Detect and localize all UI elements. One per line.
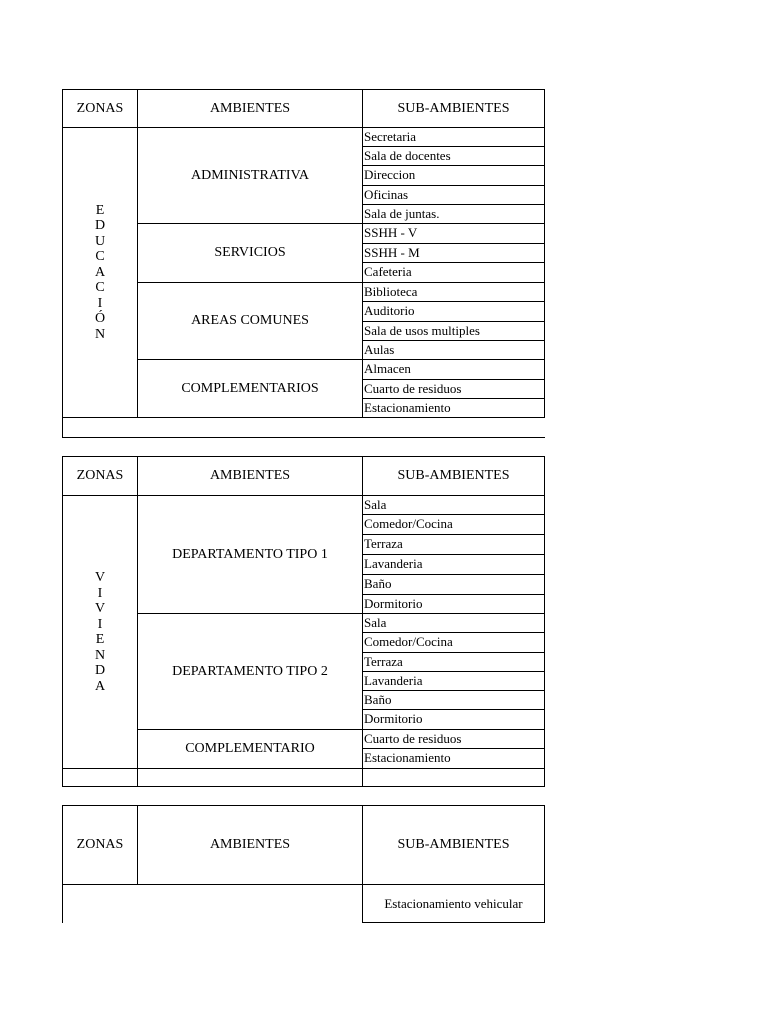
row-divider <box>62 417 545 418</box>
list-item: Baño <box>362 574 545 595</box>
zone-letter: C <box>95 249 105 265</box>
list-item: Sala <box>362 495 545 515</box>
zone-letter: E <box>95 202 105 218</box>
ambiente-group-label: AREAS COMUNES <box>191 313 309 328</box>
row-divider <box>62 884 63 923</box>
list-item: Aulas <box>362 340 545 360</box>
list-item-label: Estacionamiento vehicular <box>384 895 523 911</box>
zone-letter: U <box>94 233 106 249</box>
zone-vertical-label <box>62 127 138 418</box>
header-ambientes-label: AMBIENTES <box>209 837 291 852</box>
list-item: Secretaria <box>362 127 545 147</box>
empty-cell <box>362 768 545 787</box>
list-item: Comedor/Cocina <box>362 514 545 535</box>
header-zonas-label: ZONAS <box>76 468 124 483</box>
header-ambientes-label: AMBIENTES <box>209 100 291 116</box>
zone-letter: C <box>95 280 105 296</box>
zone-letter: N <box>94 647 106 663</box>
list-item: Oficinas <box>362 185 545 205</box>
zone-letter: D <box>94 218 106 234</box>
list-item: Almacen <box>362 359 545 380</box>
list-item: Dormitorio <box>362 594 545 614</box>
zone-letter: V <box>94 601 106 616</box>
empty-cell <box>137 768 363 787</box>
list-item: Cuarto de residuos <box>362 729 545 749</box>
zone-letter: V <box>94 570 106 585</box>
row-divider <box>62 437 545 438</box>
list-item: Estacionamiento <box>362 398 545 418</box>
ambiente-group-label: SERVICIOS <box>214 245 286 260</box>
zone-letter: Ó <box>94 311 106 327</box>
list-item: Cafeteria <box>362 262 545 283</box>
zone-letter: A <box>94 678 106 694</box>
list-item: Direccion <box>362 165 545 186</box>
ambiente-group-label: DEPARTAMENTO TIPO 2 <box>172 663 328 679</box>
empty-cell <box>62 768 138 787</box>
header-sub-label: SUB-AMBIENTES <box>397 837 510 852</box>
zone-letter: N <box>94 326 106 342</box>
zone-letter: E <box>95 632 105 647</box>
zone-vertical-label <box>62 495 138 769</box>
list-item: Terraza <box>362 652 545 672</box>
list-item: Lavanderia <box>362 554 545 575</box>
list-item: Biblioteca <box>362 282 545 302</box>
list-item: Auditorio <box>362 301 545 322</box>
ambiente-group-label: COMPLEMENTARIO <box>185 741 315 756</box>
ambiente-group-label: DEPARTAMENTO TIPO 1 <box>172 546 328 562</box>
list-item: Dormitorio <box>362 709 545 730</box>
list-item: Estacionamiento <box>362 748 545 769</box>
header-zonas-label: ZONAS <box>76 837 124 852</box>
list-item: Terraza <box>362 534 545 555</box>
list-item: SSHH - M <box>362 243 545 263</box>
header-sub-label: SUB-AMBIENTES <box>397 100 510 116</box>
zone-letter: I <box>97 616 103 632</box>
zone-letter: I <box>97 295 103 311</box>
list-item: Sala <box>362 613 545 633</box>
zone-letter: A <box>94 264 106 280</box>
ambiente-group-label: ADMINISTRATIVA <box>191 167 309 183</box>
list-item: SSHH - V <box>362 223 545 244</box>
list-item: Sala de usos multiples <box>362 321 545 341</box>
list-item: Cuarto de residuos <box>362 379 545 399</box>
header-zonas-label: ZONAS <box>76 100 124 116</box>
zone-letter: D <box>94 663 106 678</box>
list-item: Sala de juntas. <box>362 204 545 224</box>
header-sub-label: SUB-AMBIENTES <box>397 468 510 483</box>
zone-letter: I <box>97 585 103 601</box>
list-item: Baño <box>362 690 545 710</box>
header-ambientes-label: AMBIENTES <box>209 468 291 483</box>
ambiente-group-label: COMPLEMENTARIOS <box>181 380 319 396</box>
list-item: Sala de docentes <box>362 146 545 166</box>
row-divider <box>62 417 63 438</box>
list-item: Comedor/Cocina <box>362 632 545 653</box>
list-item: Lavanderia <box>362 671 545 691</box>
